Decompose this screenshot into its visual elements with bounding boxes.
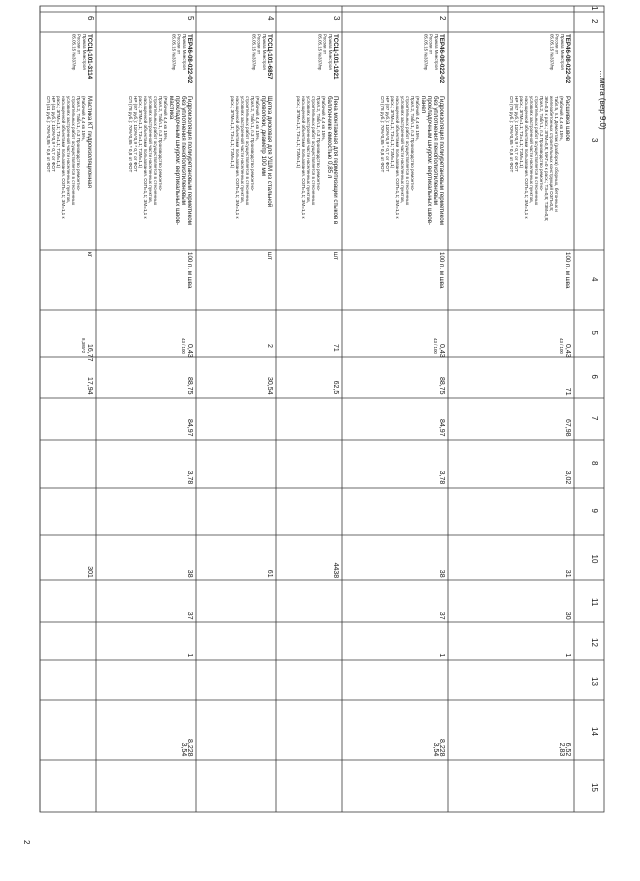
row-value-col-12: 1 [564, 653, 571, 658]
column-number-6: 6 [590, 374, 599, 379]
row-value-col-12: 1 [438, 653, 445, 658]
row-description: (Рабочий 4,4 кв 15%, [81, 96, 86, 141]
row-quantity-formula: 43 / 100 [559, 338, 564, 354]
row-description: насыщенной объектами пользования. ОЗП=1,1; ЗМ=1,1 к [301, 96, 306, 219]
row-name: прокладочным шнуром: вертикальных швов- [174, 96, 181, 226]
row-description: условиях застроенной части населенных пунктов, [66, 96, 71, 203]
row-code-note: 05.05.15 №337/пр [171, 34, 177, 71]
row-description: расх.; ЗПМ=1,1; ТЗ=1,1; ТЗМ=1,1) [138, 96, 143, 169]
row-code-note: 05.05.15 №337/пр [549, 34, 555, 71]
row-description: строительных работ осуществляется в стесненных [153, 96, 158, 206]
row-code: ТССЦ-101-3114 [86, 34, 93, 80]
row-description: расх.; ЗПМ=1,1; ТЗ=1,1; ТЗМ=1,1) [230, 96, 235, 169]
row-description: Прил.2, Табл.1, п.3 Производство ремонтно- [76, 96, 81, 192]
row-value-col-6: 88,75 [438, 377, 445, 395]
row-description: расх.; ЗПМ=1,1; ТЗ=1,1; ТЗМ=1,1) [390, 96, 395, 169]
row-name: мастика [168, 96, 175, 120]
row-description: СП (78 руб.): 70%*0,85 * 0,8 от ФОТ [509, 96, 514, 173]
row-code-note: Приказ Минстроя [433, 34, 439, 70]
column-number-7: 7 [590, 416, 599, 421]
row-description: расх.; ЗПМ=1,1; ТЗ=1,1; ТЗМ=1,1) [296, 96, 301, 169]
row-unit: кг [86, 252, 93, 257]
row-unit: 100 п. м шва [438, 252, 445, 289]
row-code-note: Приказ Минстроя [181, 34, 187, 70]
row-description: строительных работ осуществляется в стесненных [534, 96, 539, 206]
row-description: ЭМ=0,8 к расх.; ЗПМ=0,8; МАТ=0 к расх.; ТЗ=0,8; ТЗМ=0,8; [544, 96, 549, 222]
row-name: Гидроизоляция полиуретановым герметиком [438, 96, 445, 225]
row-description: (Рабочий 4,4 кв 15%, [559, 96, 564, 141]
row-description: насыщенной объектами пользования. ОЗП=1,1; ЗМ=1,1 к [395, 96, 400, 219]
row-description: расх.; ЗПМ=1,1; ТЗ=1,1; ТЗМ=1,1) [56, 96, 61, 169]
row-description: условиях застроенной части населенных пунктов, [306, 96, 311, 203]
row-quantity-formula: 43 / 100 [433, 338, 438, 354]
row-value-col-6: 17,94 [86, 377, 93, 395]
row-description: НР (41 руб.): 110%*0,9 * 0,7 от ФОТ [51, 96, 56, 172]
row-description: (Рабочий 4,4 кв 15%, [163, 96, 168, 141]
row-value-col-14: 3,54 [180, 742, 187, 757]
row-number: 4 [266, 16, 275, 21]
row-value-col-10: 38 [438, 569, 445, 578]
row-code: ТЕР46-08-022-02 [186, 34, 193, 84]
row-description: Прил.2, Табл.1, п.3 Производство ремонтно- [410, 96, 415, 192]
row-code-note: России от [322, 34, 328, 55]
row-name: Пена монтажная для герметизации стыков в [332, 96, 339, 225]
page-number: 2 [22, 840, 31, 845]
row-code-note: Приказ Минстроя [327, 34, 333, 70]
column-number-11: 11 [590, 598, 599, 607]
column-number-3: 3 [590, 138, 599, 143]
row-name: панел [420, 96, 427, 114]
row-description: Прил.2, Табл.1, п.3 Производство ремонтно- [158, 96, 163, 192]
row-value-col-8: 3,02 [564, 470, 571, 485]
row-value-col-12: 1 [186, 653, 193, 658]
row-quantity-formula: 8,385*2 [81, 338, 86, 354]
row-code-note: Приказ Минстроя [81, 34, 87, 70]
row-value-col-11: 37 [186, 611, 193, 620]
column-number-13: 13 [590, 677, 599, 686]
row-description: Прил.2, Табл.1, п.3 Производство ремонтно- [539, 96, 544, 192]
row-value-col-6: 62,5 [332, 380, 339, 395]
row-description: насыщенной объектами пользования. ОЗП=1,1; ЗМ=1,1 к [143, 96, 148, 219]
row-description: СП (78 руб.): 70%*0,85 * 0,8 от ФОТ [380, 96, 385, 173]
row-unit: шт [332, 252, 339, 260]
column-number-10: 10 [590, 554, 599, 564]
row-value-col-14: 2,83 [558, 742, 565, 757]
row-description: расх.; ЗПМ=1,1; ТЗ=1,1; ТЗМ=1,1) [519, 96, 524, 169]
row-value-col-14: 6,52 [564, 742, 571, 757]
row-value-col-6: 30,54 [266, 377, 273, 395]
row-description: насыщенной объектами пользования. ОЗП=1,1; ЗМ=1,1 к [61, 96, 66, 219]
row-value-col-11: 30 [564, 611, 571, 620]
row-unit: шт [266, 252, 273, 260]
row-name: Щетка дисковая для УШМ из стальной [266, 96, 273, 208]
column-number-2: 2 [590, 19, 599, 24]
row-unit: 100 п. м шва [186, 252, 193, 289]
row-code-note: России от [76, 34, 82, 55]
row-description: Прил.2, Табл.1, п.3 Производство ремонтно- [316, 96, 321, 192]
row-description: строительных работ осуществляется в стесненных [71, 96, 76, 206]
row-name: без уплотнения пенополиэтиленовым [180, 96, 187, 205]
row-description: железобетонных строительных конструкций ОЗП=0,8; [549, 96, 554, 212]
row-value-col-6: 88,75 [186, 377, 193, 395]
row-value-col-8: 3,78 [438, 470, 445, 485]
continuation-label: …мета (вер 9.0) [598, 70, 607, 130]
row-code: ТЕР46-08-022-02 [438, 34, 445, 84]
row-quantity: 0,43 [438, 344, 445, 358]
row-description: насыщенной объектами пользования. ОЗП=1,1; ЗМ=1,1 к [235, 96, 240, 219]
row-description: строительных работ осуществляется в стесненных [311, 96, 316, 206]
column-number-12: 12 [590, 638, 599, 647]
row-quantity: 0,43 [564, 344, 571, 358]
row-value-col-10: 301 [86, 566, 93, 578]
row-description: НР (97 руб.): 110%*0,9 * 0,7 от ФОТ [133, 96, 138, 172]
row-number: 3 [332, 16, 341, 21]
row-description: условиях застроенной части населенных пунктов, [400, 96, 405, 203]
row-quantity: 0,43 [186, 344, 193, 358]
row-code-note: России от [428, 34, 434, 55]
row-description: (Рабочий 4,4 кв 15%, [255, 96, 260, 141]
row-description: насыщенной объектами пользования. ОЗП=1,1; ЗМ=1,1 к [524, 96, 529, 219]
row-name: проволоки, диаметр 100 мм [260, 96, 267, 177]
row-description: Прил.2, Табл.1, п.3 Производство ремонтно- [250, 96, 255, 192]
row-code-note: Приказ Минстроя [559, 34, 565, 70]
row-number: 5 [186, 16, 195, 21]
row-value-col-10: 4438 [332, 562, 339, 579]
row-description: СП (78 руб.): 70%*0,85 * 0,8 от ФОТ [128, 96, 133, 173]
row-value-col-14: 8,228 [186, 739, 193, 757]
row-name: Расшивка швов [564, 96, 571, 142]
row-number: 6 [86, 16, 95, 21]
row-description: СП (41 руб.): 70%*0,85 * 0,8 от ФОТ [46, 96, 51, 173]
row-value-col-11: 37 [438, 611, 445, 620]
row-quantity: 16,77 [86, 344, 93, 362]
column-number-9: 9 [590, 508, 599, 513]
row-code-note: 05.05.15 №337/пр [317, 34, 323, 71]
row-name: баллончике емкостью 0,85 л [326, 96, 333, 179]
row-code-note: Приказ Минстроя [261, 34, 267, 70]
row-code-note: 05.05.15 №337/пр [423, 34, 429, 71]
row-code: ТЕР46-08-022-02 [564, 34, 571, 84]
row-description: условиях застроенной части населенных пунктов, [529, 96, 534, 203]
row-name: Мастика КТ гидроизоляционная [86, 96, 93, 188]
row-name: прокладочным шнуром: вертикальных швов- [426, 96, 433, 226]
row-name: Гидроизоляция полиуретановым герметиком [186, 96, 193, 225]
column-number-4: 4 [590, 277, 599, 282]
row-value-col-8: 3,78 [186, 470, 193, 485]
row-description: Табл.5, п.1 Демонтаж (разборка) сборных, бетонных и [554, 96, 559, 212]
row-code: ТССЦ-101-1921 [332, 34, 339, 80]
row-unit: 100 п. м шва [564, 252, 571, 289]
column-number-1: 1 [590, 6, 599, 11]
row-value-col-10: 31 [564, 569, 571, 578]
column-number-14: 14 [590, 727, 599, 736]
row-quantity-formula: 43 / 100 [181, 338, 186, 354]
row-value-col-10: 61 [266, 569, 273, 578]
row-code-note: России от [554, 34, 560, 55]
row-value-col-6: 71 [564, 387, 571, 396]
row-value-col-7: 84,97 [186, 419, 193, 437]
row-value-col-7: 84,97 [438, 419, 445, 437]
row-value-col-10: 38 [186, 569, 193, 578]
row-description: условиях застроенной части населенных пунктов, [240, 96, 245, 203]
row-code-note: России от [256, 34, 262, 55]
row-value-col-14: 3,54 [432, 742, 439, 757]
row-code-note: 05.05.15 №337/пр [251, 34, 257, 71]
row-description: (Рабочий 4,4 кв 15%, [321, 96, 326, 141]
row-code-note: России от [176, 34, 182, 55]
row-description: (Рабочий 4,4 кв 15%, [415, 96, 420, 141]
row-value-col-7: 67,98 [564, 419, 571, 437]
row-description: строительных работ осуществляется в стесненных [245, 96, 250, 206]
row-description: строительных работ осуществляется в стесненных [405, 96, 410, 206]
row-quantity: 2 [266, 344, 273, 348]
row-quantity: 71 [332, 344, 339, 352]
row-code-note: 05.05.15 №337/пр [71, 34, 77, 71]
row-description: НР (87 руб.): 110%*0,9 * 0,7 от ФОТ [514, 96, 519, 172]
column-number-8: 8 [590, 461, 599, 466]
row-name: без уплотнения пенополиэтиленовым [432, 96, 439, 205]
column-number-5: 5 [590, 330, 599, 335]
row-code: ТССЦ-101-6857 [266, 34, 273, 80]
row-description: условиях застроенной части населенных пунктов, [148, 96, 153, 203]
row-value-col-14: 8,228 [438, 739, 445, 757]
column-number-15: 15 [590, 783, 599, 792]
row-number: 2 [438, 16, 447, 21]
row-description: НР (97 руб.): 110%*0,9 * 0,7 от ФОТ [385, 96, 390, 172]
